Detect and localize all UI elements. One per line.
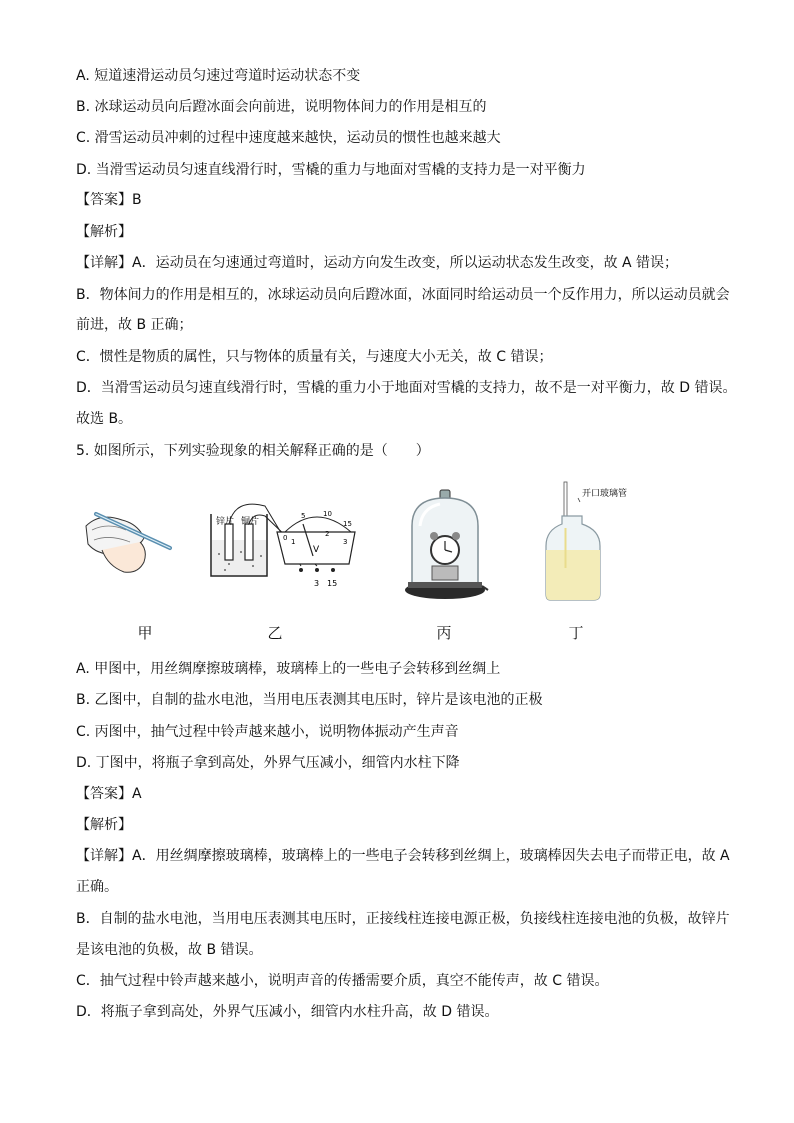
- scale-3: 3: [343, 538, 348, 546]
- caption-bing: 丙: [436, 624, 452, 642]
- terminal-15: 15: [327, 579, 338, 588]
- q4-detail-line: 故选 B。: [76, 411, 133, 427]
- q4-detail-line: 【详解】A．运动员在匀速通过弯道时，运动方向发生改变，所以运动状态发生改变，故 A 错误；: [76, 255, 679, 271]
- answer-value: B: [132, 192, 142, 208]
- q5-analysis-label: 【解析】: [76, 817, 132, 833]
- q4-detail-line: B．物体间力的作用是相互的，冰球运动员向后蹬冰面，冰面同时给运动员一个反作用力，所以运动员就会: [76, 287, 730, 303]
- scale-10: 10: [323, 510, 332, 518]
- terminal-3: 3: [314, 579, 320, 588]
- q4-analysis-label: 【解析】: [76, 224, 132, 240]
- figure-jia-silk-rod: [78, 500, 178, 580]
- voltmeter-unit: V: [313, 545, 320, 555]
- answer-label: 【答案】: [76, 786, 132, 802]
- copper-label: 铜片: [241, 517, 260, 527]
- q5-detail-line: 正确。: [76, 879, 118, 895]
- scale-0: 0: [283, 534, 288, 542]
- scale-1: 1: [291, 538, 296, 546]
- scale-5: 5: [301, 512, 306, 520]
- figure-bing-bell-jar: [400, 486, 490, 604]
- caption-yi: 乙: [267, 624, 283, 642]
- q4-detail-line: D．当滑雪运动员匀速直线滑行时，雪橇的重力小于地面对雪橇的支持力，故不是一对平衡力，故 D 错误。: [76, 380, 737, 396]
- q5-detail-line: B．自制的盐水电池，当用电压表测其电压时，正接线柱连接电源正极，负接线柱连接电池的负极，故锌片: [76, 911, 730, 927]
- q5-option-a: A. 甲图中，用丝绸摩擦玻璃棒，玻璃棒上的一些电子会转移到丝绸上: [76, 661, 501, 677]
- answer-label: 【答案】: [76, 192, 132, 208]
- scale-15: 15: [343, 520, 352, 528]
- q4-detail-line: 前进，故 B 正确；: [76, 317, 193, 333]
- answer-value: A: [132, 786, 142, 802]
- caption-jia: 甲: [137, 624, 153, 642]
- q4-answer: [76, 190, 142, 210]
- q5-stem: 5. 如图所示，下列实验现象的相关解释正确的是（ ）: [76, 443, 430, 459]
- q5-detail-line: 是该电池的负极，故 B 错误。: [76, 942, 263, 958]
- zinc-label: 锌片: [216, 517, 235, 527]
- q4-option-a: A. 短道速滑运动员匀速过弯道时运动状态不变: [76, 68, 361, 84]
- q5-detail-line: 【详解】A．用丝绸摩擦玻璃棒，玻璃棒上的一些电子会转移到丝绸上，玻璃棒因失去电子而带正电，故 A: [76, 848, 730, 864]
- q4-detail-line: C．惯性是物质的属性，只与物体的质量有关，与速度大小无关，故 C 错误；: [76, 349, 553, 365]
- q5-option-d: D. 丁图中，将瓶子拿到高处，外界气压减小，细管内水柱下降: [76, 755, 460, 771]
- tube-label: 开口玻璃管: [582, 489, 628, 499]
- q5-option-c: C. 丙图中，抽气过程中铃声越来越小，说明物体振动产生声音: [76, 724, 459, 740]
- figure-ding-bottle-tube: [540, 480, 670, 604]
- q4-option-d: D. 当滑雪运动员匀速直线滑行时，雪橇的重力与地面对雪橇的支持力是一对平衡力: [76, 162, 586, 178]
- q4-option-c: C. 滑雪运动员冲刺的过程中速度越来越快，运动员的惯性也越来越大: [76, 130, 501, 146]
- q5-answer: [76, 784, 142, 804]
- q5-detail-line: D．将瓶子拿到高处，外界气压减小，细管内水柱升高，故 D 错误。: [76, 1004, 499, 1020]
- q5-option-b: B. 乙图中，自制的盐水电池，当用电压表测其电压时，锌片是该电池的正极: [76, 692, 543, 708]
- q5-detail-line: C．抽气过程中铃声越来越小，说明声音的传播需要介质，真空不能传声，故 C 错误。: [76, 973, 609, 989]
- q4-option-b: B. 冰球运动员向后蹬冰面会向前进，说明物体间力的作用是相互的: [76, 99, 487, 115]
- caption-ding: 丁: [568, 624, 584, 642]
- figure-yi-battery-voltmeter: [205, 494, 365, 594]
- scale-2: 2: [325, 530, 330, 538]
